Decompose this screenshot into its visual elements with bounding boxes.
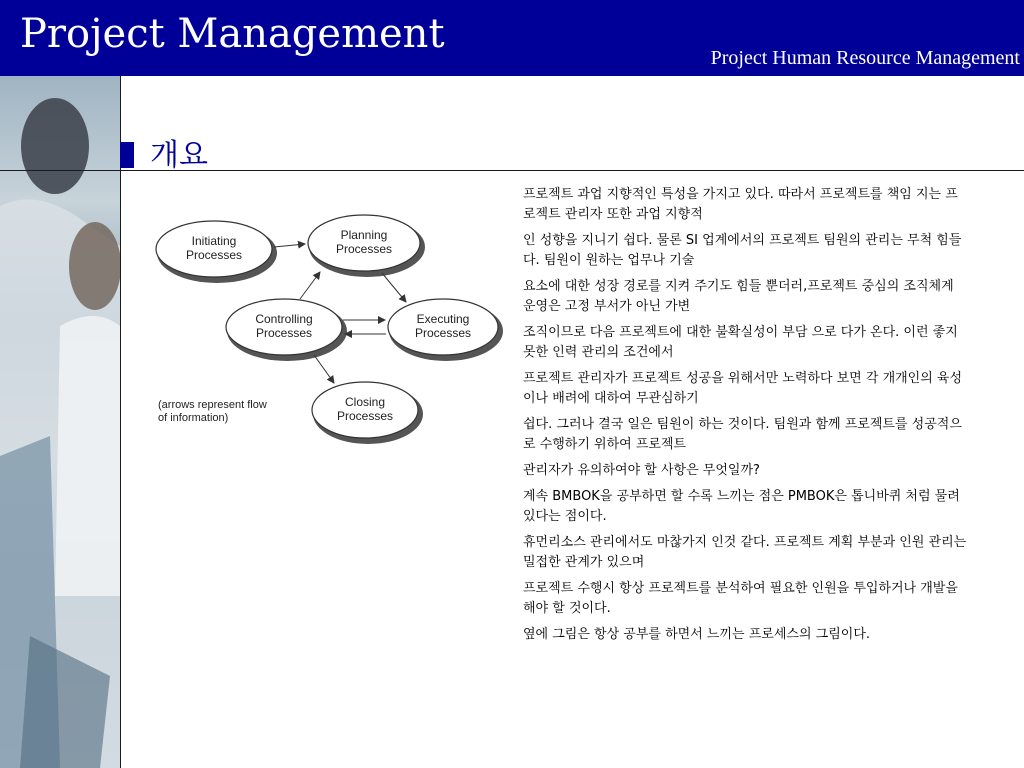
node-initiating-line1: Initiating [191,234,237,248]
process-diagram [150,205,510,450]
node-controlling-line1: Controlling [255,312,313,326]
node-closing-line1: Closing [344,395,386,409]
node-initiating-line2: Processes [185,248,243,262]
arrow-initiating-planning [274,244,305,247]
paragraph: 요소에 대한 성장 경로를 지켜 주기도 힘들 뿐더러,프로젝트 중심의 조직체계 운영은 고정 부서가 아닌 가변 [523,279,954,314]
paragraph: 옆에 그림은 항상 공부를 하면서 느끼는 프로세스의 그림이다. [523,627,871,642]
photo-illustration [0,76,120,768]
paragraph: 인 성향을 지니기 쉽다. 물론 SI 업계에서의 프로젝트 팀원의 관리는 무척 힘들다. 팀원이 원하는 업무나 기술 [523,233,962,268]
paragraph: 관리자가 유의하여야 할 사항은 무엇일까? [523,463,760,478]
node-planning-line2: Processes [335,242,393,256]
paragraph: 쉽다. 그러나 결국 일은 팀원이 하는 것이다. 팀원과 함께 프로젝트를 성공적으로 수행하기 위하여 프로젝트 [523,417,962,452]
paragraph: 조직이므로 다음 프로젝트에 대한 불확실성이 부담 으로 다가 온다. 이런 좋지 못한 인력 관리의 조건에서 [523,325,958,360]
body-text [523,185,968,651]
arrow-controlling-closing [314,355,334,383]
node-closing-line2: Processes [336,409,394,423]
diagram-note-line1: (arrows represent flow [158,399,267,411]
arrow-planning-executing [382,273,406,302]
paragraph: 프로젝트 과업 지향적인 특성을 가지고 있다. 따라서 프로젝트를 책임 지는 프로젝트 관리자 또한 과업 지향적 [523,187,958,222]
node-executing-line2: Processes [414,326,472,340]
section-title: 개요 [150,138,208,173]
paragraph: 계속 BMBOK을 공부하면 할 수록 느끼는 점은 PMBOK은 톱니바퀴 처럼 물려 있다는 점이다. [523,489,960,524]
title-bar [0,0,1024,76]
process-flow-svg [150,205,510,450]
node-controlling-line2: Processes [255,326,313,340]
arrow-controlling-planning [300,272,320,299]
paragraph: 프로젝트 관리자가 프로젝트 성공을 위해서만 노력하다 보면 각 개개인의 육성이나 배려에 대하여 무관심하기 [523,371,963,406]
decorative-photo [0,76,121,768]
section-bullet [120,142,134,168]
diagram-note-line2: of information) [158,412,229,424]
slide-subtitle: Project Human Resource Management [710,47,1020,69]
node-planning-line1: Planning [340,228,388,242]
slide-title: Project Management [20,11,445,57]
paragraph: 휴먼리소스 관리에서도 마찮가지 인것 같다. 프로젝트 계획 부분과 인원 관리는 밀접한 관계가 있으며 [523,535,967,570]
node-executing-line1: Executing [416,312,470,326]
paragraph: 프로젝트 수행시 항상 프로젝트를 분석하여 필요한 인원을 투입하거나 개발을 해야 할 것이다. [523,581,958,616]
